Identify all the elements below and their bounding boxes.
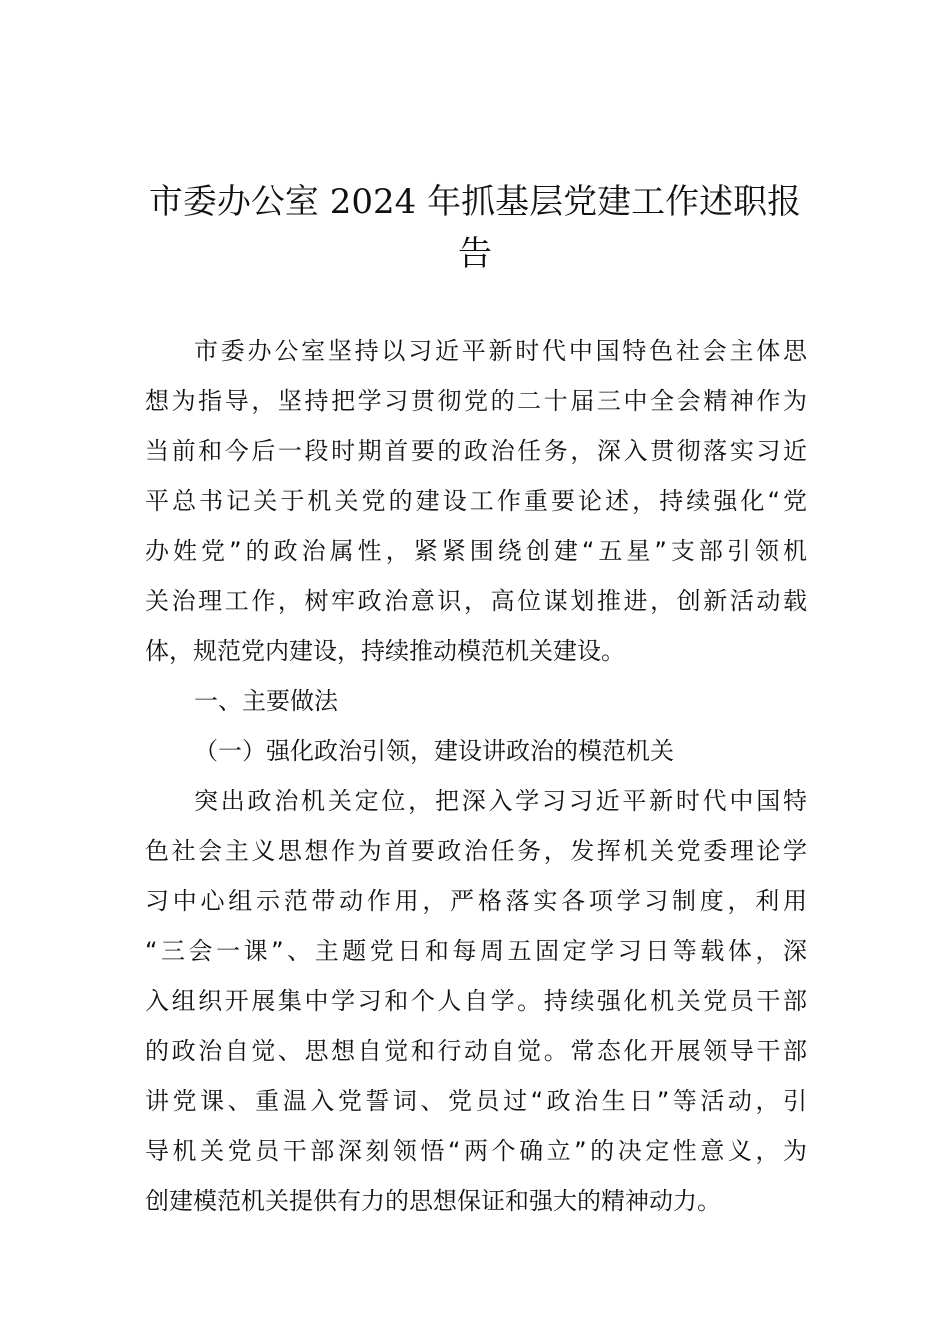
paragraph-intro-line: 体，规范党内建设，持续推动模范机关建设。 [145,637,625,665]
document-title [140,176,810,280]
paragraph-body-line: 突出政治机关定位，把深入学习习近平新时代中国特 [194,787,807,815]
paragraph-body-line: 的政治自觉、思想自觉和行动自觉。常态化开展领导干部 [145,1037,807,1065]
paragraph-intro-line: 想为指导，坚持把学习贯彻党的二十届三中全会精神作为 [145,387,807,415]
paragraph-body-line: 入组织开展集中学习和个人自学。持续强化机关党员干部 [145,987,807,1015]
paragraph-body-line: 习中心组示范带动作用，严格落实各项学习制度，利用 [145,887,807,915]
paragraph-body-line: “三会一课”、主题党日和每周五固定学习日等载体，深 [145,937,807,965]
section-heading: 一、主要做法 [194,687,338,715]
document-body [145,326,807,1226]
paragraph-intro-line: 平总书记关于机关党的建设工作重要论述，持续强化“党 [145,487,807,515]
paragraph-intro-line: 当前和今后一段时期首要的政治任务，深入贯彻落实习近 [145,437,807,465]
paragraph-intro-line: 关治理工作，树牢政治意识，高位谋划推进，创新活动载 [145,587,807,615]
title-line-1: 市委办公室 2024 年抓基层党建工作述职报 [148,182,802,222]
paragraph-body-line: 色社会主义思想作为首要政治任务，发挥机关党委理论学 [145,837,807,865]
subsection-heading: （一）强化政治引领，建设讲政治的模范机关 [194,737,674,765]
paragraph-intro-line: 市委办公室坚持以习近平新时代中国特色社会主体思 [194,337,807,365]
title-line-2: 告 [458,234,492,274]
paragraph-body-line: 讲党课、重温入党誓词、党员过“政治生日”等活动，引 [145,1087,807,1115]
paragraph-intro-line: 办姓党”的政治属性，紧紧围绕创建“五星”支部引领机 [145,537,807,565]
paragraph-body-line: 导机关党员干部深刻领悟“两个确立”的决定性意义，为 [145,1137,807,1165]
paragraph-body-line: 创建模范机关提供有力的思想保证和强大的精神动力。 [145,1187,721,1215]
